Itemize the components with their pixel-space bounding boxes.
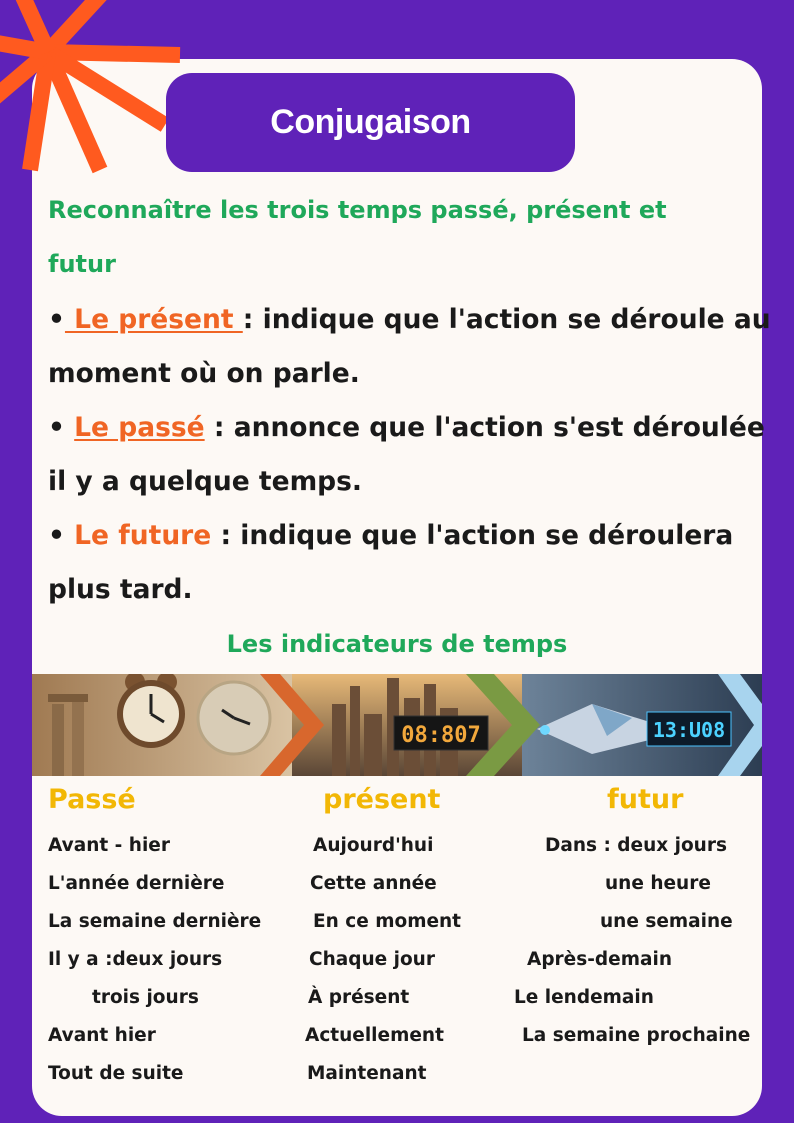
bullet: •	[48, 304, 65, 335]
term-present: Le présent	[64, 304, 243, 335]
definition-text: : indique que l'action se déroulera	[211, 520, 734, 551]
futur-item: Le lendemain	[514, 987, 654, 1008]
futur-item: Après-demain	[527, 949, 672, 970]
time-banner-illustration	[32, 674, 762, 776]
present-item: Maintenant	[307, 1063, 427, 1084]
definition-futur-cont: plus tard.	[48, 574, 193, 605]
passe-item: La semaine dernière	[48, 911, 262, 932]
futur-item: Dans : deux jours	[545, 835, 727, 856]
term-futur: Le future	[74, 520, 212, 551]
present-item: Actuellement	[305, 1025, 444, 1046]
indicators-heading: Les indicateurs de temps	[226, 630, 568, 658]
definition-text: : annonce que l'action s'est déroulée	[204, 412, 765, 443]
intro-line-1: Reconnaître les trois temps passé, présent et	[48, 196, 667, 224]
svg-text:08:807: 08:807	[401, 723, 481, 748]
definition-text: : indique que l'action se déroule au	[242, 304, 771, 335]
intro-line-2: futur	[48, 250, 116, 278]
present-item: Chaque jour	[309, 949, 435, 970]
column-header-present: présent	[323, 784, 441, 815]
futur-item: La semaine prochaine	[522, 1025, 751, 1046]
term-passe: Le passé	[74, 412, 205, 443]
passe-item: Il y a :deux jours	[48, 949, 223, 970]
present-item: À présent	[308, 987, 410, 1008]
futur-item: une semaine	[600, 911, 733, 932]
starburst-decoration	[0, 0, 190, 175]
definition-passe	[48, 412, 765, 443]
present-item: Aujourd'hui	[313, 835, 434, 856]
present-item: Cette année	[310, 873, 437, 894]
passe-item: trois jours	[92, 987, 199, 1008]
present-item: En ce moment	[313, 911, 462, 932]
digital-clock-present	[394, 716, 488, 750]
passe-item: Avant - hier	[48, 835, 170, 856]
wall-clock-icon	[198, 682, 270, 754]
bullet: •	[48, 412, 75, 443]
passe-item: Avant hier	[48, 1025, 156, 1046]
digital-clock-future	[647, 712, 731, 746]
bullet: •	[48, 520, 75, 551]
column-header-futur: futur	[607, 784, 684, 815]
alarm-clock-icon	[117, 674, 185, 748]
definition-passe-cont: il y a quelque temps.	[48, 466, 362, 497]
passe-item: L'année dernière	[48, 873, 225, 894]
title-banner	[166, 73, 575, 172]
page-title: Conjugaison	[270, 103, 471, 141]
definition-present-cont: moment où on parle.	[48, 358, 360, 389]
passe-item: Tout de suite	[48, 1063, 184, 1084]
futur-item: une heure	[605, 873, 711, 894]
column-header-passe: Passé	[48, 784, 136, 815]
svg-text:13:U08: 13:U08	[652, 718, 726, 742]
definition-present	[48, 304, 771, 335]
definition-futur	[48, 520, 733, 551]
